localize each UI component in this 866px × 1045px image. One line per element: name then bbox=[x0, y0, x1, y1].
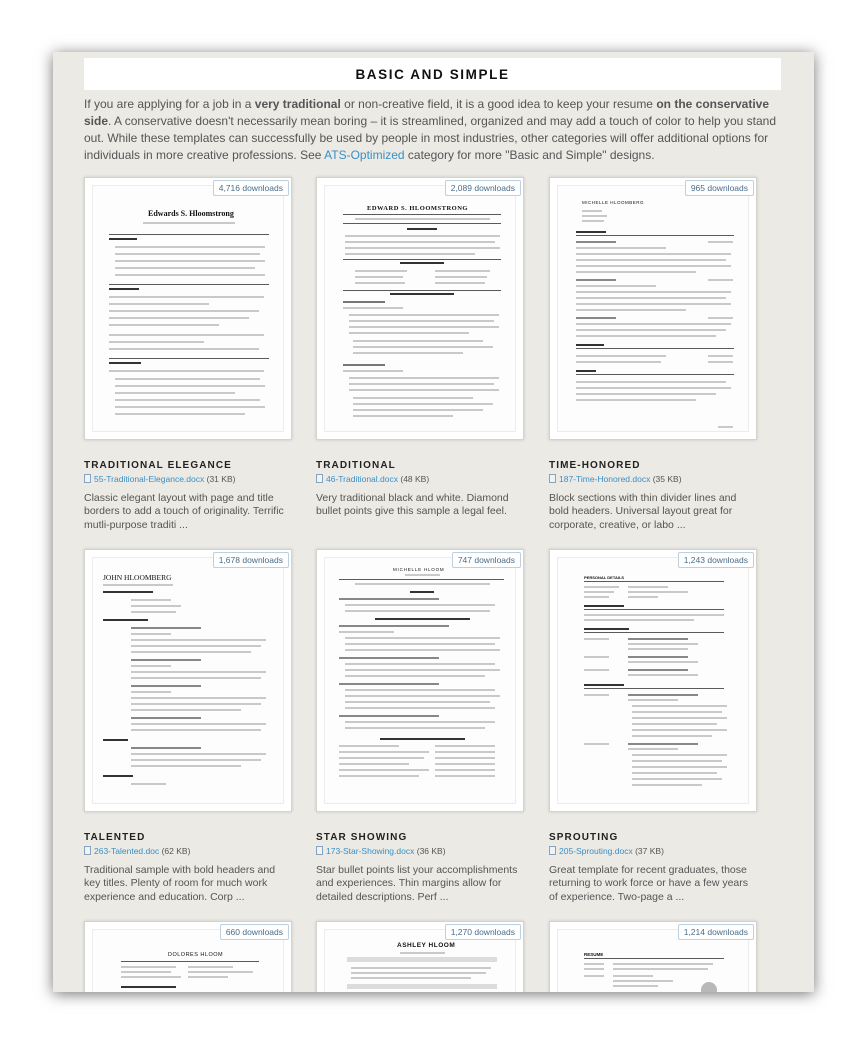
template-description: Very traditional black and white. Diamond bullet points give this sample a legal feel. bbox=[316, 492, 509, 518]
file-download-link[interactable]: 55-Traditional-Elegance.docx bbox=[94, 474, 205, 484]
template-description: Block sections with thin divider lines and bold headers. Universal layout great for corporate, creative, or labo ... bbox=[549, 492, 737, 531]
category-panel bbox=[53, 52, 814, 992]
template-thumbnail[interactable] bbox=[84, 549, 292, 812]
download-count-badge: 2,089 downloads bbox=[445, 180, 521, 196]
template-title[interactable]: TIME-HONORED bbox=[549, 460, 641, 471]
category-title-bar bbox=[84, 58, 781, 90]
download-count-badge: 1,678 downloads bbox=[213, 552, 289, 568]
template-description: Classic elegant layout with page and title borders to add a touch of originality. Terrific mutli-purpose traditi ... bbox=[84, 492, 284, 531]
file-row bbox=[549, 846, 664, 856]
file-download-link[interactable]: 46-Traditional.docx bbox=[326, 474, 398, 484]
template-card[interactable] bbox=[84, 177, 292, 532]
download-count-badge: 660 downloads bbox=[220, 924, 289, 940]
file-download-link[interactable]: 263-Talented.doc bbox=[94, 846, 160, 856]
intro-text-4: category for more "Basic and Simple" designs. bbox=[404, 148, 655, 162]
resume-name: Edwards S. Hloomstrong bbox=[148, 209, 234, 218]
template-title[interactable]: SPROUTING bbox=[549, 832, 619, 843]
resume-preview bbox=[557, 557, 749, 804]
resume-name: PERSONAL DETAILS bbox=[584, 575, 625, 580]
file-size: (48 KB) bbox=[400, 474, 430, 484]
resume-name: RESUME bbox=[584, 952, 604, 957]
template-thumbnail[interactable] bbox=[549, 549, 757, 812]
resume-name: ASHLEY HLOOM bbox=[397, 942, 456, 949]
document-icon bbox=[316, 474, 323, 483]
resume-name: MICHELLE HLOOMBERG bbox=[582, 200, 645, 205]
template-thumbnail[interactable] bbox=[316, 177, 524, 440]
download-count-badge: 747 downloads bbox=[452, 552, 521, 568]
category-title: BASIC AND SIMPLE bbox=[355, 66, 510, 82]
file-download-link[interactable]: 187-Time-Honored.docx bbox=[559, 474, 651, 484]
file-row bbox=[84, 846, 190, 856]
intro-text-3: . A conservative doesn't necessarily mean boring – it is streamlined, organized and may add a touch of color to help you stand out. While these templates can successfully be used by people in most industries, other categories will offer additional options for individuals in more creative professions. See bbox=[84, 114, 777, 162]
avatar bbox=[701, 982, 717, 992]
download-count-badge: 1,243 downloads bbox=[678, 552, 754, 568]
document-icon bbox=[316, 846, 323, 855]
template-card[interactable] bbox=[316, 177, 524, 532]
category-intro bbox=[84, 96, 784, 164]
file-size: (37 KB) bbox=[635, 846, 664, 856]
download-count-badge: 965 downloads bbox=[685, 180, 754, 196]
template-card[interactable] bbox=[84, 921, 292, 992]
resume-preview bbox=[324, 185, 516, 432]
file-size: (36 KB) bbox=[416, 846, 446, 856]
document-icon bbox=[549, 474, 556, 483]
resume-name: JOHN HLOOMBERG bbox=[103, 573, 172, 582]
file-size: (35 KB) bbox=[652, 474, 682, 484]
file-row bbox=[549, 474, 682, 484]
file-size: (62 KB) bbox=[161, 846, 191, 856]
file-size: (31 KB) bbox=[206, 474, 236, 484]
ats-optimized-link[interactable]: ATS-Optimized bbox=[324, 148, 405, 162]
resume-name: DOLORES HLOOM bbox=[168, 952, 224, 958]
download-count-badge: 1,270 downloads bbox=[445, 924, 521, 940]
template-thumbnail[interactable] bbox=[549, 921, 757, 992]
file-row bbox=[316, 846, 446, 856]
file-row bbox=[84, 474, 235, 484]
template-title[interactable]: TRADITIONAL ELEGANCE bbox=[84, 460, 232, 471]
file-row bbox=[316, 474, 429, 484]
template-thumbnail[interactable] bbox=[549, 177, 757, 440]
file-download-link[interactable]: 205-Sprouting.docx bbox=[559, 846, 633, 856]
template-title[interactable]: TRADITIONAL bbox=[316, 460, 396, 471]
intro-bold-2: on the conservative side bbox=[84, 97, 770, 128]
template-description: Great template for recent graduates, those returning to work force or have a few years of experience. Two-page a ... bbox=[549, 864, 749, 903]
template-thumbnail[interactable] bbox=[84, 921, 292, 992]
resume-name: MICHELLE HLOOM bbox=[393, 567, 445, 572]
download-count-badge: 1,214 downloads bbox=[678, 924, 754, 940]
resume-preview bbox=[92, 185, 284, 432]
template-description: Traditional sample with bold headers and key titles. Plenty of room for much work experience and education. Corp ... bbox=[84, 864, 276, 903]
resume-preview bbox=[557, 185, 749, 432]
file-download-link[interactable]: 173-Star-Showing.docx bbox=[326, 846, 415, 856]
intro-text-2: or non-creative field, it is a good idea to keep your resume bbox=[340, 97, 657, 111]
template-card[interactable] bbox=[84, 549, 292, 904]
intro-text-1: If you are applying for a job in a bbox=[84, 97, 255, 111]
template-card[interactable] bbox=[549, 549, 757, 904]
document-icon bbox=[549, 846, 556, 855]
template-thumbnail[interactable] bbox=[316, 549, 524, 812]
template-card[interactable] bbox=[316, 921, 524, 992]
document-icon bbox=[84, 474, 91, 483]
template-card[interactable] bbox=[549, 177, 757, 532]
template-card[interactable] bbox=[549, 921, 757, 992]
resume-preview bbox=[92, 557, 284, 804]
template-card[interactable] bbox=[316, 549, 524, 904]
template-title[interactable]: TALENTED bbox=[84, 832, 146, 843]
document-icon bbox=[84, 846, 91, 855]
resume-name: EDWARD S. HLOOMSTRONG bbox=[367, 205, 468, 212]
resume-preview bbox=[324, 557, 516, 804]
download-count-badge: 4,716 downloads bbox=[213, 180, 289, 196]
template-thumbnail[interactable] bbox=[316, 921, 524, 992]
intro-bold-1: very traditional bbox=[254, 97, 341, 111]
template-thumbnail[interactable] bbox=[84, 177, 292, 440]
template-description: Star bullet points list your accomplishments and experiences. Thin margins allow for detailed descriptions. Perf ... bbox=[316, 864, 518, 903]
template-title[interactable]: STAR SHOWING bbox=[316, 832, 408, 843]
